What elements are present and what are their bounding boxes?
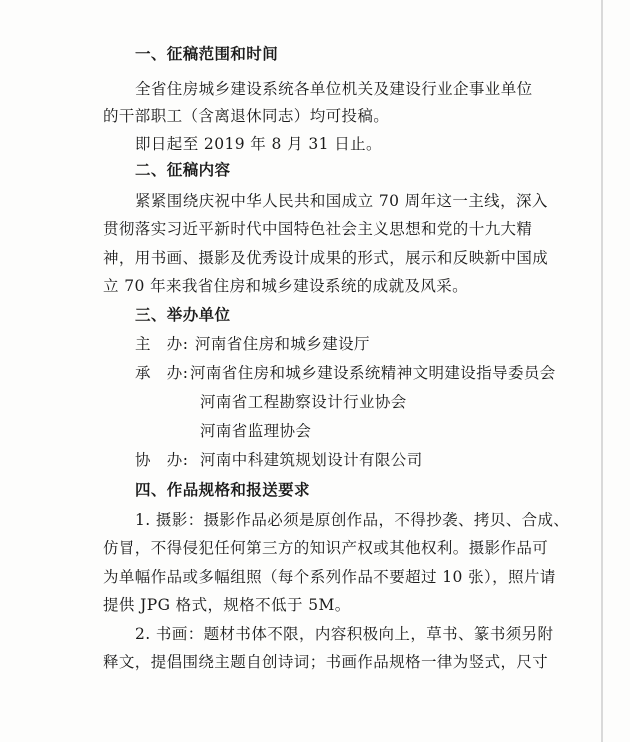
paragraph-line: 的干部职工（含离退休同志）均可投稿。 bbox=[103, 107, 390, 125]
paragraph-line: 紧紧围绕庆祝中华人民共和国成立 70 周年这一主线，深入 bbox=[135, 192, 548, 210]
paragraph-line: 立 70 年来我省住房和城乡建设系统的成就及风采。 bbox=[103, 277, 469, 295]
page-edge bbox=[601, 0, 603, 742]
organizer-name: 河南省监理协会 bbox=[200, 422, 312, 440]
paragraph-line: 全省住房城乡建设系统各单位机关及建设行业企事业单位 bbox=[135, 80, 533, 98]
paragraph-line: 提供 JPG 格式，规格不低于 5M。 bbox=[103, 596, 351, 614]
paragraph-line: 为单幅作品或多幅组照（每个系列作品不要超过 10 张），照片请 bbox=[103, 568, 556, 586]
section-heading-content: 二、征稿内容 bbox=[135, 161, 231, 179]
paragraph-line: 贯彻落实习近平新时代中国特色社会主义思想和党的十九大精 bbox=[103, 220, 533, 238]
organizer-role-host: 主 办: bbox=[135, 335, 189, 353]
section-heading-organizers: 三、举办单位 bbox=[135, 306, 231, 324]
organizer-role-undertaker: 承 办: bbox=[135, 364, 189, 382]
section-heading-scope: 一、征稿范围和时间 bbox=[135, 45, 279, 63]
organizer-name: 河南中科建筑规划设计有限公司 bbox=[200, 451, 423, 469]
paragraph-line: 2. 书画：题材书体不限，内容积极向上，草书、篆书须另附 bbox=[135, 625, 554, 643]
paragraph-line: 神，用书画、摄影及优秀设计成果的形式，展示和反映新中国成 bbox=[103, 249, 549, 267]
organizer-name: 河南省工程勘察设计行业协会 bbox=[200, 393, 407, 411]
section-heading-requirements: 四、作品规格和报送要求 bbox=[135, 481, 310, 499]
organizer-role-co-host: 协 办: bbox=[135, 451, 189, 469]
paragraph-line: 仿冒，不得侵犯任何第三方的知识产权或其他权利。摄影作品可 bbox=[103, 539, 549, 557]
paragraph-line: 即日起至 2019 年 8 月 31 日止。 bbox=[135, 135, 382, 153]
paragraph-line: 1. 摄影：摄影作品必须是原创作品，不得抄袭、拷贝、合成、 bbox=[135, 511, 570, 529]
organizer-name: 河南省住房和城乡建设系统精神文明建设指导委员会 bbox=[190, 364, 556, 382]
organizer-name: 河南省住房和城乡建设厅 bbox=[195, 335, 370, 353]
paragraph-line: 释文，提倡围绕主题自创诗词；书画作品规格一律为竖式，尺寸 bbox=[103, 653, 549, 671]
